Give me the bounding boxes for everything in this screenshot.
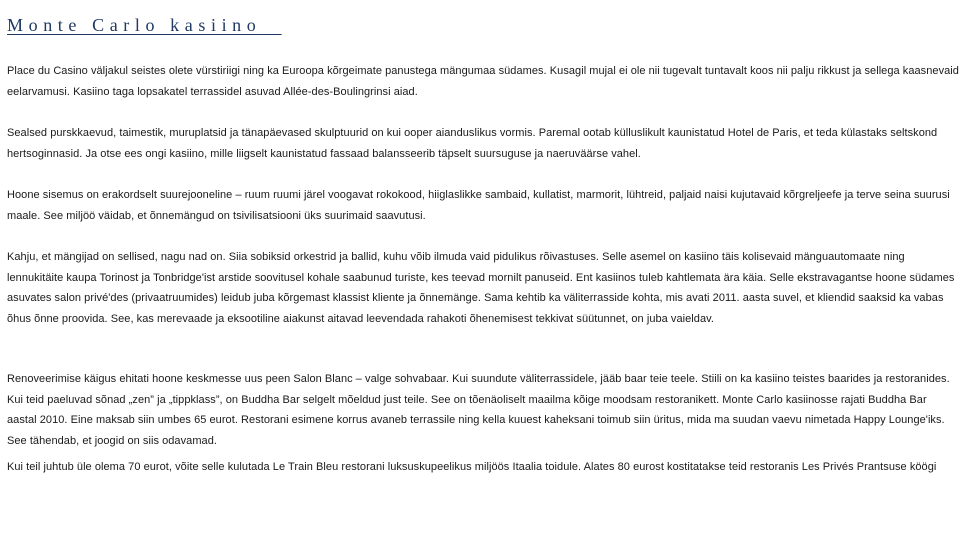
paragraph-interior: Hoone sisemus on erakordselt suurejooneline – ruum ruumi järel voogavat rokokood, hiiglaslikke sambaid, kullatist, marmorit, lühtreid, paljaid naisi kujutavaid kõrgreljeefe ja terve seina suurusi maale. See miljöö väidab, et õnnemängud on tsivilisatsiooni üks suurimaid saavutusi.	[7, 189, 950, 222]
paragraph-restaurants: Kui teil juhtub üle olema 70 eurot, võite selle kulutada Le Train Bleu restorani luksuskupeelikus miljöös Itaalia toidule. Alates 80 eurost kostitatakse teid restoranis Les Privés Prantsuse köögi	[7, 461, 937, 473]
paragraph-gardens: Sealsed purskkaevud, taimestik, muruplatsid ja tänapäevased skulptuurid on kui ooper aianduslikus vormis. Paremal ootab külluslikult kaunistatud Hotel de Paris, et teda külastaks seltskond hertsoginnasid. Ja otse ees ongi kasiino, mille liigselt kaunistatud fassaad balansseerib täpselt suursuguse ja naeruväärse vahel.	[7, 127, 938, 160]
paragraph-players: Kahju, et mängijad on sellised, nagu nad on. Siia sobiksid orkestrid ja ballid, kuhu võib ilmuda vaid pidulikus rõivastuses. Selle asemel on kasiino täis kolisevaid mänguautomaate ning lennukitäite kaupa Torinost ja Tonbridge'ist arstide soovitusel kohale saabunud turiste, kes teevad mornilt panuseid. Ent kasiinos tuleb kahtlemata ära käia. Selle ekstravagantse hoone südames asuvates salon privé'des (privaatruumides) leidub juba kõrgemast klassist kliente ja õnnemänge. Sama kehtib ka väliterrasside kohta, mis avati 2011. aasta suvel, et kliendid saaksid ka vabas õhus õnne proovida. See, kas merevaade ja eksootiline aiakunst aitavad leevendada rahakoti õhenemisest tekkivat süütunnet, on juba vaieldav.	[7, 251, 955, 325]
page-title: Monte Carlo kasiino	[7, 15, 262, 35]
paragraph-renovation: Renoveerimise käigus ehitati hoone keskmesse uus peen Salon Blanc – valge sohvabaar. Kui suundute väliterrassidele, jääb baar teie teele. Stiili on ka kasiino teistes baarides ja restoranides. Kui teid paeluvad sõnad „zen” ja „tippklass”, on Buddha Bar selgelt mõeldud just teile. See on tõenäoliselt maailma kõige moodsam restoranikett. Monte Carlo kasiinosse rajati Buddha Bar aastal 2010. Eine maksab siin umbes 65 eurot. Restorani esimene korrus avaneb terrassile ning kella kuuest kaheksani toimub siin üritus, mida ma suudan vaevu nimetada Happy Lounge'iks. See tähendab, et joogid on siis odavamad.	[7, 373, 950, 447]
paragraph-casino-square: Place du Casino väljakul seistes olete vürstiriigi ning ka Euroopa kõrgeimate panustega mängumaa südames. Kusagil mujal ei ole nii tugevalt tuntavalt koos nii palju rikkust ja sellega kaasnevaid eelarvamusi. Kasiino taga lopsakatel terrassidel asuvad Allée-des-Boulingrinsi aiad.	[7, 65, 959, 98]
